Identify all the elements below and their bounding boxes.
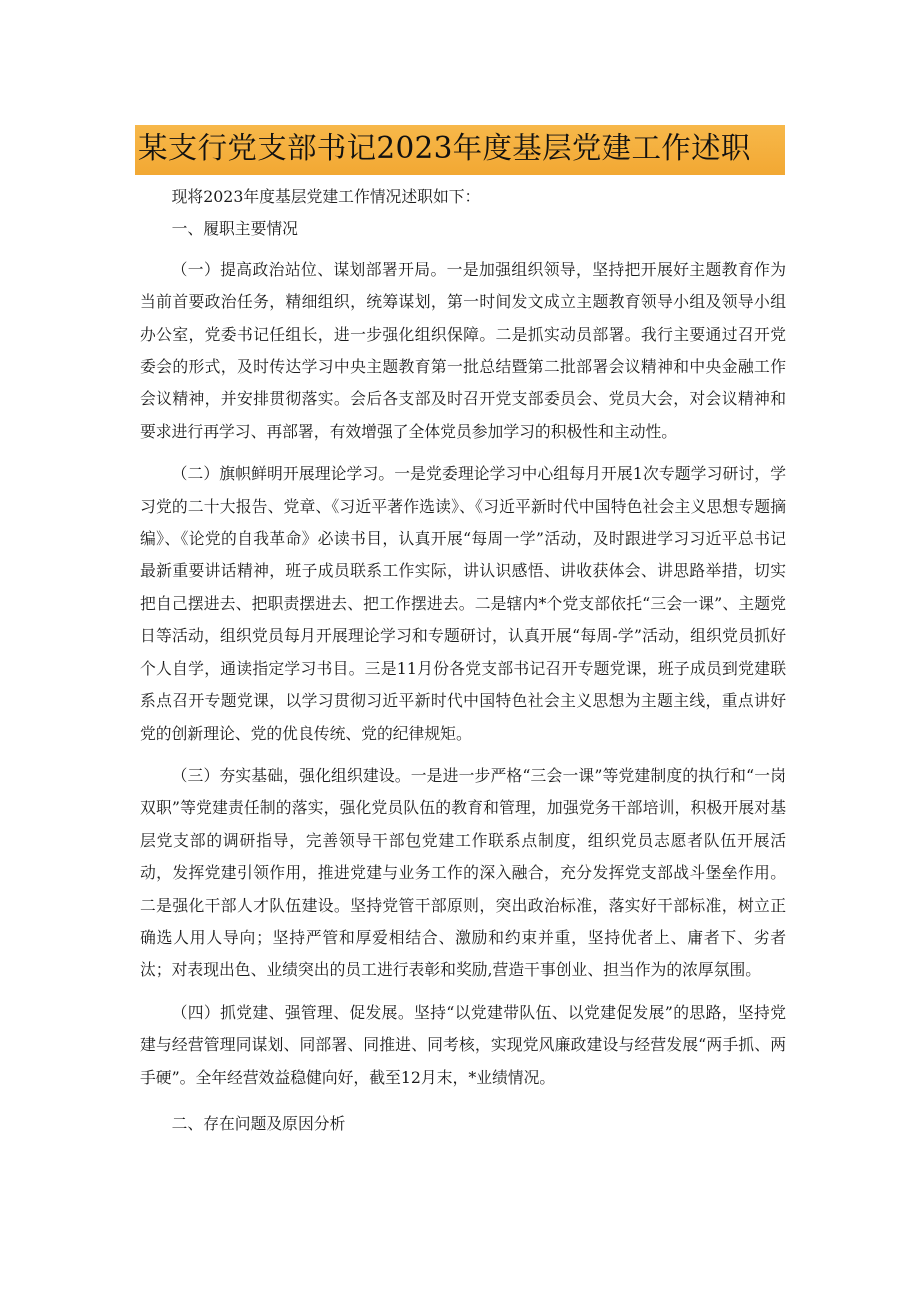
paragraph-3: （三）夯实基础，强化组织建设。一是进一步严格“三会一课”等党建制度的执行和“一岗双职”等党建责任制的落实，强化党员队伍的教育和管理，加强党务干部培训，积极开展对基层党支部的调研指导，完善领导干部包党建工作联系点制度，组织党员志愿者队伍开展活动，发挥党建引领作用，推进党建与业务工作的深入融合，充分发挥党支部战斗堡垒作用。二是强化干部人才队伍建设。坚持党管干部原则，突出政治标准，落实好干部标准，树立正确选人用人导向；坚持严管和厚爱相结合、激励和约束并重，坚持优者上、庸者下、劣者汰；对表现出色、业绩突出的员工进行表彰和奖励,营造干事创业、担当作为的浓厚氛围。 <box>140 765 786 980</box>
paragraph-2: （二）旗帜鲜明开展理论学习。一是党委理论学习中心组每月开展1次专题学习研讨，学习党的二十大报告、党章、《习近平著作选读》、《习近平新时代中国特色社会主义思想专题摘编》、《论党的自我革命》必读书目，认真开展“每周一学”活动，及时跟进学习习近平总书记最新重要讲话精神，班子成员联系工作实际，讲认识感悟、讲收获体会、讲思路举措，切实把自己摆进去、把职责摆进去、把工作摆进去。二是辖内*个党支部依托“三会一课”、主题党日等活动，组织党员每月开展理论学习和专题研讨，认真开展“每周-学”活动，组织党员抓好个人自学，通读指定学习书目。三是11月份各党支部书记召开专题党课，班子成员到党建联系点召开专题党课，以学习贯彻习近平新时代中国特色社会主义思想为主题主线，重点讲好党的创新理论、党的优良传统、党的纪律规矩。 <box>140 464 786 743</box>
document-body <box>140 181 786 1140</box>
document-title: 某支行党支部书记2023年度基层党建工作述职 <box>138 131 751 165</box>
section-1-heading: 一、履职主要情况 <box>171 219 298 239</box>
paragraph-1: （一）提高政治站位、谋划部署开局。一是加强组织领导，坚持把开展好主题教育作为当前首要政治任务，精细组织，统筹谋划，第一时间发文成立主题教育领导小组及领导小组办公室，党委书记任组长，进一步强化组织保障。二是抓实动员部署。我行主要通过召开党委会的形式，及时传达学习中央主题教育第一批总结暨第二批部署会议精神和中央金融工作会议精神，并安排贯彻落实。会后各支部及时召开党支部委员会、党员大会，对会议精神和要求进行再学习、再部署，有效增强了全体党员参加学习的积极性和主动性。 <box>140 259 786 441</box>
paragraph-4: （四）抓党建、强管理、促发展。坚持“以党建带队伍、以党建促发展”的思路，坚持党建与经营管理同谋划、同部署、同推进、同考核，实现党风廉政建设与经营发展“两手抓、两手硬”。全年经营效益稳健向好，截至12月末，*业绩情况。 <box>140 1002 786 1087</box>
section-2-heading: 二、存在问题及原因分析 <box>171 1113 346 1133</box>
intro-paragraph: 现将2023年度基层党建工作情况述职如下： <box>171 187 481 206</box>
